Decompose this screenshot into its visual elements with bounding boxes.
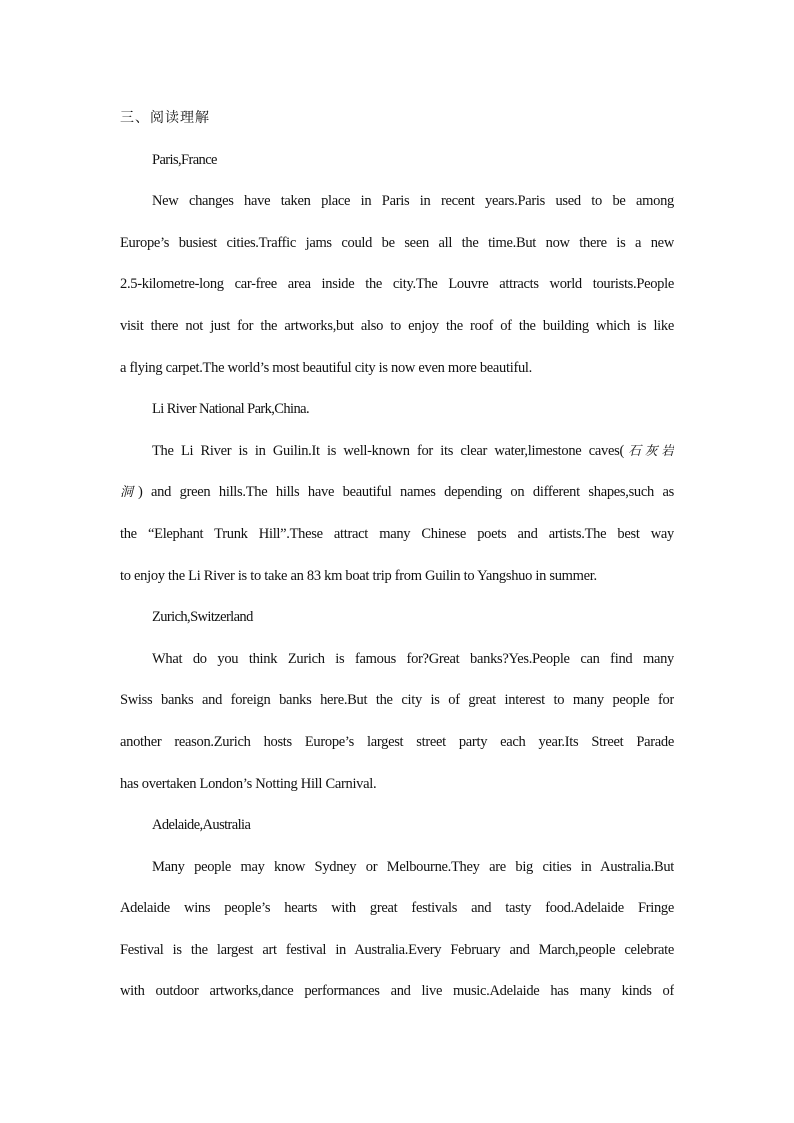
passage-line: Swiss banks and foreign banks here.But the city is of great interest to many people for xyxy=(120,692,674,709)
chinese-gloss: 石灰岩 xyxy=(623,443,674,459)
passage-line: Europe’s busiest cities.Traffic jams could be seen all the time.But now there is a new xyxy=(120,234,674,251)
passage-line: a flying carpet.The world’s most beautiful city is now even more beautiful. xyxy=(120,359,532,376)
chinese-gloss: 洞 xyxy=(120,485,138,501)
section-title: 三、阅读理解 xyxy=(120,110,210,126)
passage-line: Festival is the largest art festival in Australia.Every February and March,people celebrate xyxy=(120,941,674,958)
passage-text: ) and green hills.The hills have beautiful names depending on different shapes,such as xyxy=(137,484,674,501)
passage-line: with outdoor artworks,dance performances and live music.Adelaide has many kinds of xyxy=(120,983,674,1000)
passage-text: The Li River is in Guilin.It is well-known for its clear water,limestone caves( xyxy=(152,442,624,459)
passage-line: What do you think Zurich is famous for?Great banks?Yes.People can find many xyxy=(152,650,674,667)
passage-line: to enjoy the Li River is to take an 83 km boat trip from Guilin to Yangshuo in summer. xyxy=(120,567,597,584)
passage-line: Many people may know Sydney or Melbourne.They are big cities in Australia.But xyxy=(152,858,674,875)
passage-line xyxy=(120,438,674,480)
passage-line: the “Elephant Trunk Hill”.These attract many Chinese poets and artists.The best way xyxy=(120,525,674,542)
passage-line: another reason.Zurich hosts Europe’s largest street party each year.Its Street Parade xyxy=(120,733,674,750)
passage-heading: Zurich,Switzerland xyxy=(152,609,253,626)
passage-line: Adelaide wins people’s hearts with great festivals and tasty food.Adelaide Fringe xyxy=(120,900,674,917)
passage-heading: Adelaide,Australia xyxy=(152,817,251,834)
document-page xyxy=(120,105,674,1020)
passage-heading: Paris,France xyxy=(152,151,217,168)
passage-li-river xyxy=(120,396,674,604)
passage-heading: Li River National Park,China. xyxy=(152,401,309,418)
passage-line: New changes have taken place in Paris in recent years.Paris used to be among xyxy=(152,193,674,210)
passage-line xyxy=(120,479,674,521)
passage-line: 2.5-kilometre-long car-free area inside the city.The Louvre attracts world tourists.People xyxy=(120,276,674,293)
passage-line: has overtaken London’s Notting Hill Carnival. xyxy=(120,775,377,792)
passage-paris xyxy=(120,147,674,397)
passage-zurich xyxy=(120,604,674,812)
passage-line: visit there not just for the artworks,but also to enjoy the roof of the building which is like xyxy=(120,317,674,334)
passage-adelaide xyxy=(120,812,674,1020)
